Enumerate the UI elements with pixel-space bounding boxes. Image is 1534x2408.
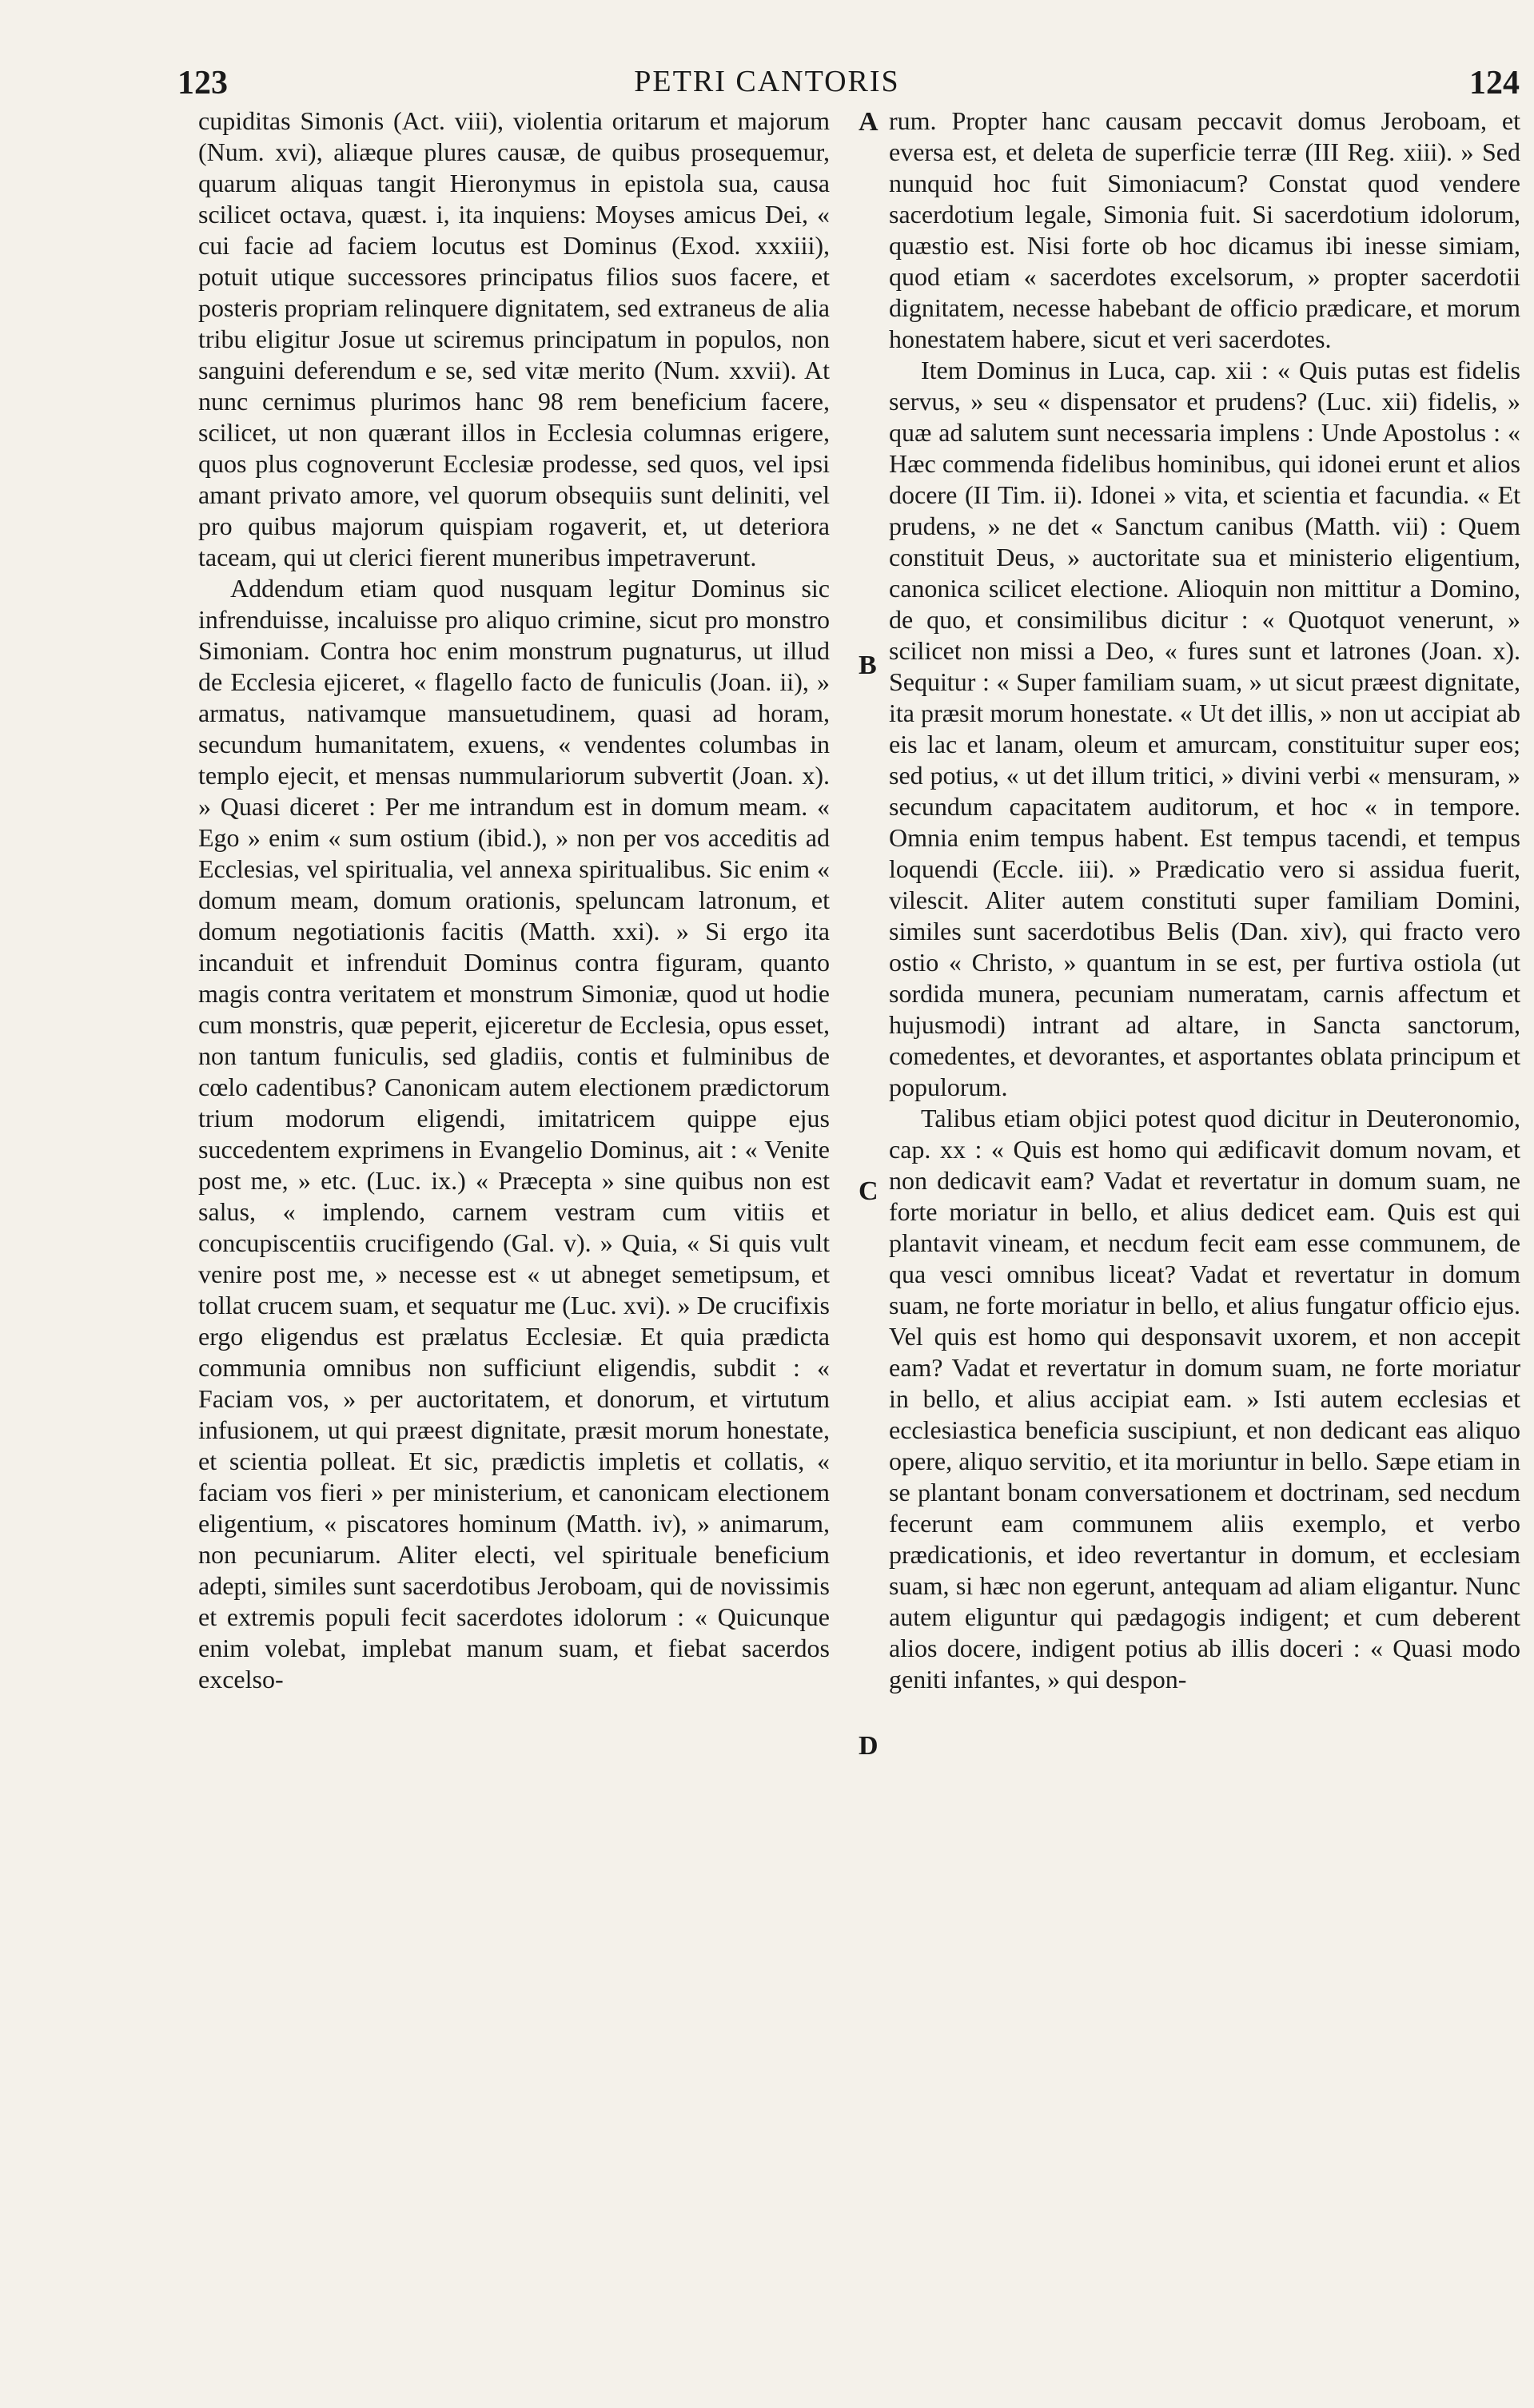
page-header <box>0 64 1534 112</box>
left-column <box>198 105 830 1695</box>
page-number-right: 124 <box>1469 65 1520 101</box>
right-column <box>889 105 1520 1695</box>
margin-letter-b: B <box>859 651 877 680</box>
left-paragraph-1: cupiditas Simonis (Act. viii), violentia oritarum et majorum (Num. xvi), aliæque plures causæ, de quibus prosequemur, quarum aliquas tangit Hieronymus in epistola sua, causa scilicet octava, quæst. i, ita inquiens: Moyses amicus Dei, « cui facie ad faciem locutus est Dominus (Exod. xxxiii), potuit utique successores principatus filios suos facere, et posteris propriam relinquere dignitatem, sed extraneus de alia tribu eligitur Josue ut sciremus principatum in populos, non sanguini deferendum e se, sed vitæ merito (Num. xxvii). At nunc cernimus plurimos hanc 98 rem beneficium facere, scilicet, ut non quærant illos in Ecclesia columnas erigere, quos plus cognoverunt Ecclesiæ prodesse, sed quos, vel ipsi amant privato amore, vel quorum obsequiis sunt deliniti, vel pro quibus majorum quispiam rogaverit, et, ut deteriora taceam, qui ut clerici fierent muneribus impetraverunt. <box>198 106 830 571</box>
margin-letter-a: A <box>859 107 879 137</box>
margin-letter-c: C <box>859 1176 879 1206</box>
right-paragraph-3: Talibus etiam objici potest quod dicitur in Deuteronomio, cap. xx : « Quis est homo qui ædificavit domum novam, et non dedicavit eam? Vadat et revertatur in domum suam, ne forte moriatur in bello, et alius dedicet eam. Quis est qui plantavit vineam, et necdum fecit eam esse communem, de qua vesci omnibus liceat? Vadat et revertatur in domum suam, ne forte moriatur in bello, et alius fungatur officio ejus. Vel quis est homo qui desponsavit uxorem, et non accepit eam? Vadat et revertatur in domum suam, ne forte moriatur in bello, et alius accipiat eam. » Isti autem ecclesias et ecclesiastica beneficia suscipiunt, et non dedicant eas aliquo opere, aliquo servitio, et ita moriuntur in bello. Sæpe etiam in se plantant bonam conversationem et doctrinam, sed necdum fecerunt eam communem aliis exemplo, et verbo prædicationis, et ideo revertantur in domum, et ecclesiam suam, si hæc non egerunt, antequam ad aliam eligantur. Nunc autem eliguntur qui pædagogis indigent; et cum deberent alios docere, indigent potius ab illis doceri : « Quasi modo geniti infantes, » qui despon- <box>889 1104 1520 1694</box>
margin-letter-d: D <box>859 1731 879 1761</box>
right-paragraph-2: Item Dominus in Luca, cap. xii : « Quis putas est fidelis servus, » seu « dispensator et prudens? (Luc. xii) fidelis, » quæ ad salutem sunt necessaria implens : Unde Apostolus : « Hæc commenda fidelibus hominibus, qui idonei erunt et alios docere (II Tim. ii). Idonei » vita, et scientia et facundia. « Et prudens, » ne det « Sanctum canibus (Matth. vii) : Quem constituit Deus, » auctoritate sua et ministerio eligentium, canonica scilicet electione. Alioquin non mittitur a Domino, de quo, et consimilibus dicitur : « Quotquot venerunt, » scilicet non missi a Deo, « fures sunt et latrones (Joan. x). Sequitur : « Super familiam suam, » ut sicut præest dignitate, ita præsit morum honestate. « Ut det illis, » non ut accipiat ab eis lac et lanam, oleum et amurcam, constituitur super eos; sed potius, « ut det illum tritici, » divini verbi « mensuram, » secundum capacitatem auditorum, et hoc « in tempore. Omnia enim tempus habent. Est tempus tacendi, et tempus loquendi (Eccle. iii). » Prædicatio vero si assidua fuerit, vilescit. Aliter autem constituti super familiam Domini, similes sunt sacerdotibus Belis (Dan. xiv), qui fracto vero ostio « Christo, » quantum in se est, per furtiva ostiola (ut sordida munera, pecuniam numeratam, carnis affectum et hujusmodi) intrant ad altare, in Sancta sanctorum, comedentes, et devorantes, et asportantes oblata principum et populorum. <box>889 356 1520 1101</box>
running-title: PETRI CANTORIS <box>634 65 900 98</box>
page-number-left: 123 <box>177 65 228 101</box>
left-paragraph-2: Addendum etiam quod nusquam legitur Dominus sic infrenduisse, incaluisse pro aliquo crimine, sicut pro monstro Simoniam. Contra hoc enim monstrum pugnaturus, ut illud de Ecclesia ejiceret, « flagello facto de funiculis (Joan. ii), » armatus, nativamque mansuetudinem, quasi ad horam, secundum humanitatem, exuens, « vendentes columbas in templo ejecit, et mensas nummulariorum subvertit (Joan. x). » Quasi diceret : Per me intrandum est in domum meam. « Ego » enim « sum ostium (ibid.), » non per vos acceditis ad Ecclesias, vel spiritualia, vel annexa spiritualibus. Sic enim « domum meam, domum orationis, speluncam latronum, et domum negotiationis facitis (Matth. xxi). » Si ergo ita incanduit et infrenduit Dominus contra figuram, quanto magis contra veritatem et monstrum Simoniæ, quod ut hodie cum monstris, quæ peperit, ejiceretur de Ecclesia, opus esset, non tantum funiculis, sed gladiis, contis et fulminibus de cœlo cadentibus? Canonicam autem electionem prædictorum trium modorum eligendi, imitatricem quippe ejus succedentem exprimens in Evangelio Dominus, ait : « Venite post me, » etc. (Luc. ix.) « Præcepta » sine quibus non est salus, « implendo, carnem vestram cum vitiis et concupiscentiis crucifigendo (Gal. v). » Quia, « Si quis vult venire post me, » necesse est « ut abneget semetipsum, et tollat crucem suam, et sequatur me (Luc. xvi). » De crucifixis ergo eligendus est prælatus Ecclesiæ. Et quia prædicta communia omnibus non sufficiunt eligendis, subdit : « Faciam vos, » per auctoritatem, et donorum, et virtutum infusionem, ut qui præest dignitate, præsit morum honestate, et scientia polleat. Et sic, prædictis impletis et collatis, « faciam vos fieri » per ministerium, et canonicam electionem eligentium, « piscatores hominum (Matth. iv), » animarum, non pecuniarum. Aliter electi, vel spirituale beneficium adepti, similes sunt sacerdotibus Jeroboam, qui de novissimis et extremis populi fecit sacerdotes idolorum : « Quicunque enim volebat, implebat manum suam, et fiebat sacerdos excelso- <box>198 574 830 1694</box>
right-paragraph-1: rum. Propter hanc causam peccavit domus Jeroboam, et eversa est, et deleta de superficie terræ (III Reg. xiii). » Sed nunquid hoc fuit Simoniacum? Constat quod vendere sacerdotium legale, Simonia fuit. Si sacerdotium idolorum, quæstio est. Nisi forte ob hoc dicamus ibi inesse simiam, quod etiam « sacerdotes excelsorum, » propter sacerdotii dignitatem, necesse habebant de officio prædicare, et morum honestatem habere, sicut et veri sacerdotes. <box>889 106 1520 353</box>
